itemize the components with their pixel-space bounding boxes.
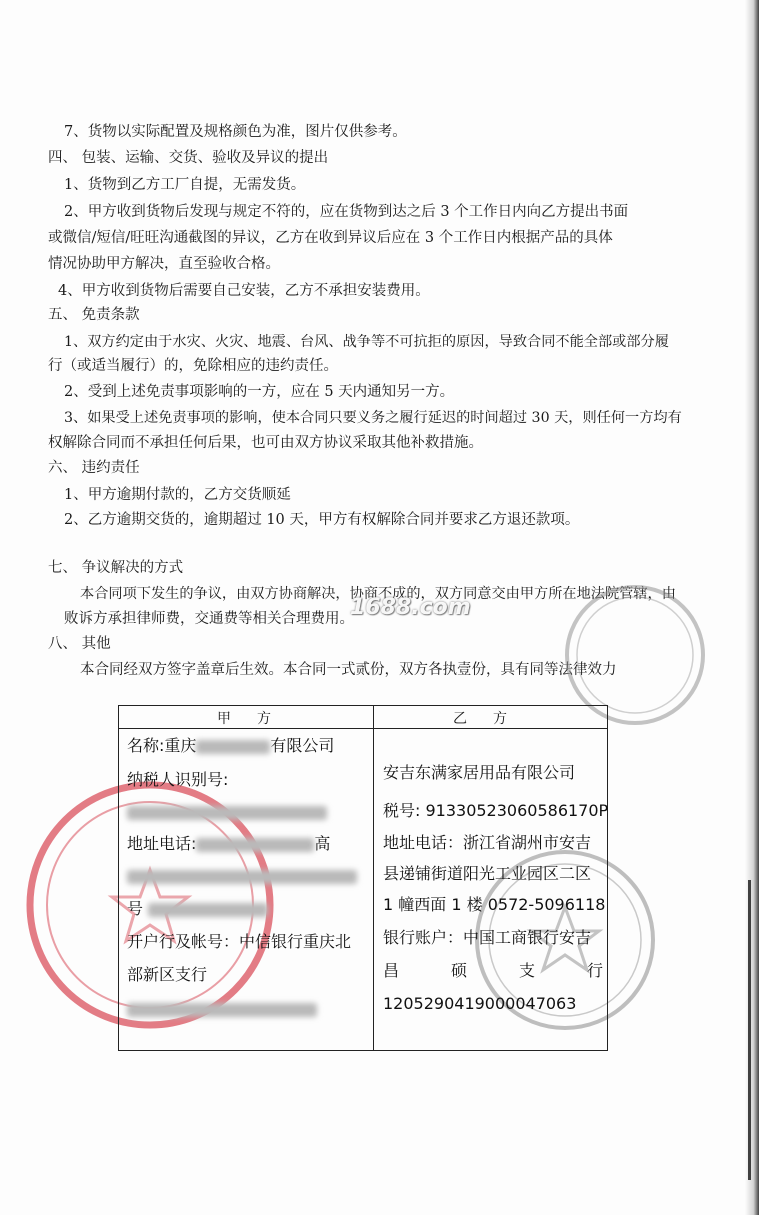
party-a-address-line2-redacted [127,866,357,886]
clause-7-b: 败诉方承担律师费，交通费等相关合理费用。 [64,611,354,627]
party-a-name-prefix: 名称:重庆 [127,736,197,755]
clause-5-2: 2、受到上述免责事项影响的一方，应在 5 天内通知另一方。 [64,384,455,400]
signature-table [118,705,608,1051]
section-8-title: 八、 其他 [48,636,111,652]
clause-5-3a: 3、如果受上述免责事项的影响，使本合同只要义务之履行延迟的时间超过 30 天，则任何一方均有 [64,410,682,426]
clause-4-4: 4、甲方收到货物后需要自己安装，乙方不承担安装费用。 [58,283,430,299]
section-7-title: 七、 争议解决的方式 [48,560,184,576]
party-b-account: 1205290419000047063 [383,994,577,1013]
party-a-address [127,834,330,854]
party-b-address-2: 县递铺街道阳光工业园区二区 [383,864,592,883]
clause-8: 本合同经双方签字盖章后生效。本合同一式贰份，双方各执壹份，具有同等法律效力 [80,662,617,678]
watermark: 1688.com [350,595,471,620]
table-column-divider [373,706,374,1050]
party-a-address-tail: 高 [314,834,331,853]
party-a-name [127,736,334,756]
clause-4-1: 1、货物到乙方工厂自提，无需发货。 [64,177,306,193]
party-b-tax: 税号: 91330523060586170P [383,801,609,820]
party-a-tax-redacted [127,802,327,822]
clause-5-1b: 行（或适当履行）的，免除相应的违约责任。 [48,358,338,374]
clause-7-a: 本合同项下发生的争议，由双方协商解决，协商不成的，双方同意交由甲方所在地法院管辖，由 [80,586,676,602]
party-b-name: 安吉东满家居用品有限公司 [383,763,576,782]
clause-4-7: 7、货物以实际配置及规格颜色为准，图片仅供参考。 [64,124,407,140]
party-a-name-suffix: 有限公司 [270,736,335,755]
clause-4-2a: 2、甲方收到货物后发现与规定不符的，应在货物到达之后 3 个工作日内向乙方提出书面 [64,204,629,220]
party-b-bank-2-char: 行 [586,961,603,980]
party-a-address-label: 地址电话: [127,834,197,853]
party-a-tax-label: 纳税人识别号: [127,770,229,789]
party-b-bank-2 [383,961,603,981]
party-b-address-1: 地址电话：浙江省湖州市安吉 [383,833,592,852]
header-party-a: 甲方 [217,711,297,727]
redacted-block [196,740,270,754]
party-a-number [127,899,268,919]
table-header-divider [119,728,607,729]
party-b-bank-2-char: 支 [518,961,535,980]
clause-5-3b: 权解除合同而不承担任何后果，也可由双方协议采取其他补救措施。 [48,435,483,451]
party-a-number-label: 号 [127,899,144,918]
clause-4-2c: 情况协助甲方解决，直至验收合格。 [48,256,280,272]
redacted-block [148,903,268,917]
party-a-bank: 开户行及帐号：中信银行重庆北 [127,932,352,951]
redacted-block [196,838,314,852]
party-b-bank-2-char: 昌 [383,961,400,980]
clause-4-2b: 或微信/短信/旺旺沟通截图的异议，乙方在收到异议后应在 3 个工作日内根据产品的具体 [48,230,613,246]
header-party-b: 乙方 [453,711,533,727]
party-a-bank-line2: 部新区支行 [127,965,208,984]
party-b-bank-1: 银行账户：中国工商银行安吉 [383,928,592,947]
clause-5-1a: 1、双方约定由于水灾、火灾、地震、台风、战争等不可抗拒的原因，导致合同不能全部或部分履 [64,334,669,350]
party-b-bank-2-char: 硕 [450,961,467,980]
clause-6-2: 2、乙方逾期交货的，逾期超过 10 天，甲方有权解除合同并要求乙方退还款项。 [64,512,580,528]
section-5-title: 五、 免责条款 [48,307,140,323]
party-b-address-3: 1 幢西面 1 楼 0572-5096118 [383,895,606,914]
scan-edge-line [748,880,751,1180]
section-6-title: 六、 违约责任 [48,460,140,476]
section-4-title: 四、 包装、运输、交货、验收及异议的提出 [48,150,329,166]
clause-6-1: 1、甲方逾期付款的，乙方交货顺延 [64,487,291,503]
party-a-account-redacted [127,999,317,1019]
